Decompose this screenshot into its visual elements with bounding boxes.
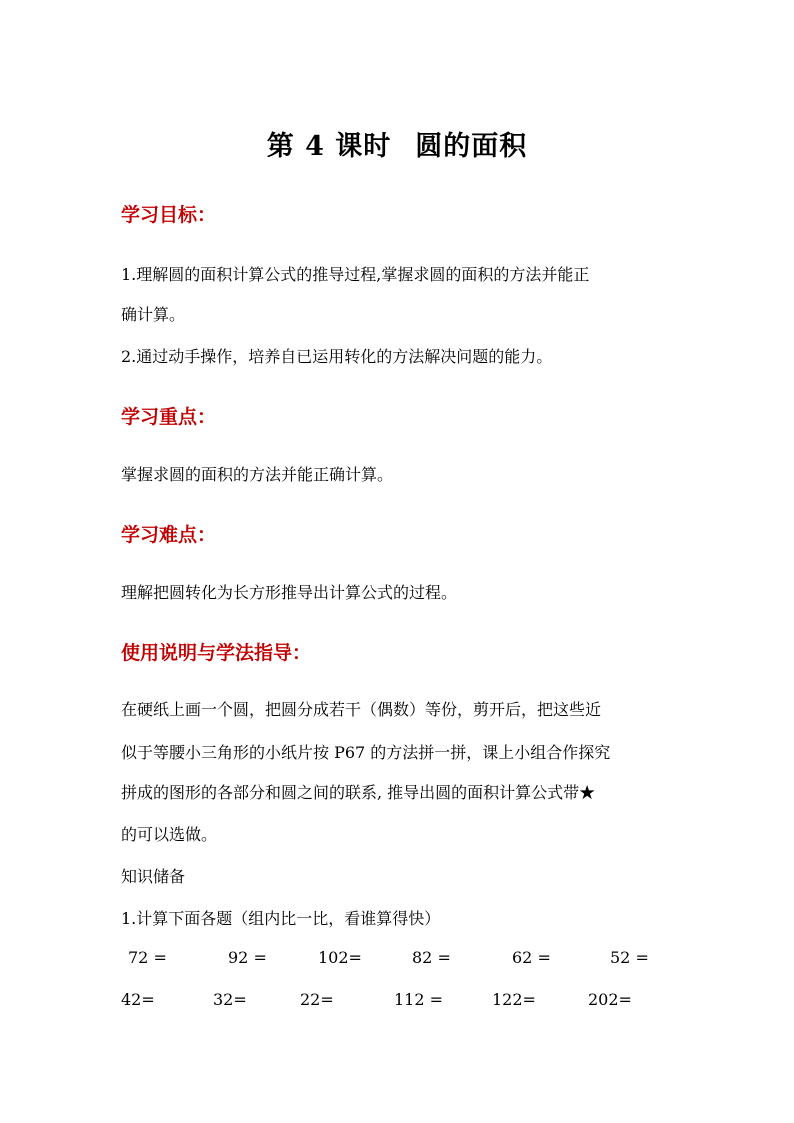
objectives-line-3: 2.通过动手操作，培养自已运用转化的方法解决问题的能力。 [121, 347, 553, 366]
guide-line-3: 拼成的图形的各部分和圆之间的联系, 推导出圆的面积计算公式带★ [121, 783, 596, 802]
calc-item: 202= [588, 990, 632, 1009]
key-points-heading: 学习重点： [121, 406, 217, 428]
calc-item: 92 = [228, 948, 267, 967]
page-title [0, 124, 794, 163]
calc-item: 82 = [412, 948, 451, 967]
calc-item: 102= [318, 948, 362, 967]
calc-item: 72 = [128, 948, 167, 967]
guide-line-4: 的可以选做。 [121, 825, 218, 844]
knowledge-label: 知识储备 [121, 867, 186, 886]
guide-heading: 使用说明与学法指导： [121, 642, 312, 664]
difficulties-line-1: 理解把圆转化为长方形推导出计算公式的过程。 [121, 583, 458, 602]
difficulties-heading: 学习难点： [121, 524, 217, 546]
calc-item: 32= [213, 990, 247, 1009]
key-points-line-1: 掌握求圆的面积的方法并能正确计算。 [121, 465, 394, 484]
objectives-line-1: 1.理解圆的面积计算公式的推导过程,掌握求圆的面积的方法并能正 [121, 265, 590, 284]
guide-line-2: 似于等腰小三角形的小纸片按 P67 的方法拼一拼，课上小组合作探究 [121, 743, 611, 762]
calc-item: 122= [492, 990, 536, 1009]
exercise-title: 1.计算下面各题（组内比一比，看谁算得快） [121, 909, 441, 928]
calc-item: 112 = [394, 990, 444, 1009]
objectives-line-2: 确计算。 [121, 305, 186, 324]
lesson-number: 第 4 课时 [266, 131, 392, 162]
calc-item: 62 = [512, 948, 551, 967]
objectives-heading: 学习目标： [121, 204, 217, 226]
calc-item: 42= [121, 990, 155, 1009]
lesson-topic: 圆的面积 [415, 131, 528, 162]
guide-line-1: 在硬纸上画一个圆，把圆分成若干（偶数）等份，剪开后，把这些近 [121, 700, 602, 719]
calc-item: 52 = [610, 948, 649, 967]
calc-item: 22= [300, 990, 334, 1009]
